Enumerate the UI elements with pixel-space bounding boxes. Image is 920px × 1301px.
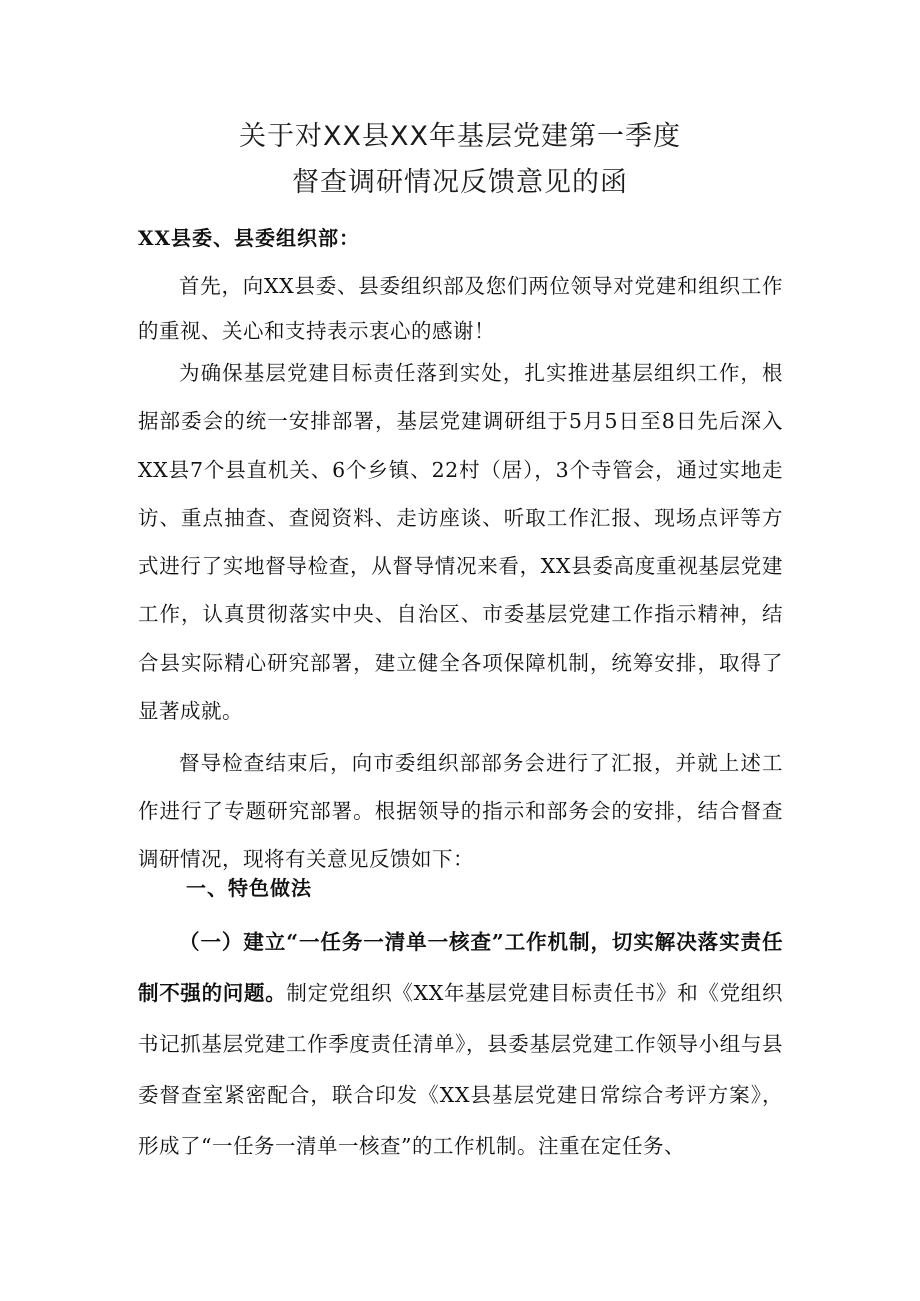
section-heading: 一、特色做法 xyxy=(186,876,312,900)
salutation: XX县委、县委组织部： xyxy=(138,226,361,250)
paragraph-feedback-intro: 督导检查结束后，向市委组织部部务会进行了汇报，并就上述工作进行了专题研究部署。根据领导的指示和部务会的安排，结合督查调研情况，现将有关意见反馈如下： xyxy=(138,751,783,871)
document-title-line-2: 督查调研情况反馈意见的函 xyxy=(292,167,628,198)
paragraph-thanks: 首先，向XX县委、县委组织部及您们两位领导对党建和组织工作的重视、关心和支持表示衷心的感谢！ xyxy=(138,274,783,343)
subsection-paragraph xyxy=(138,917,783,1172)
subsection-heading: （一）建立“一任务一清单一核查”工作机制，切实解决落实责任制不强的问题。 xyxy=(138,930,783,1005)
subsection-text: 制定党组织《XX年基层党建目标责任书》和《党组织书记抓基层党建工作季度责任清单》，县委基层党建工作领导小组与县委督查室紧密配合，联合印发《XX县基层党建日常综合考评方案》，形成了“一任务一清单一核查”的工作机制。注重在定任务、 xyxy=(138,981,784,1158)
document-title-line-1: 关于对XX县XX年基层党建第一季度 xyxy=(239,121,681,152)
paragraph-inspection-summary: 为确保基层党建目标责任落到实处，扎实推进基层组织工作，根据部委会的统一安排部署，基层党建调研组于5月5日至8日先后深入XX县7个县直机关、6个乡镇、22村（居），3个寺管会，通过实地走访、重点抽查、查阅资料、走访座谈、听取工作汇报、现场点评等方式进行了实地督导检查，从督导情况来看，XX县委高度重视基层党建工作，认真贯彻落实中央、自治区、市委基层党建工作指示精神，结合县实际精心研究部署，建立健全各项保障机制，统筹安排，取得了显著成就。 xyxy=(138,361,783,724)
